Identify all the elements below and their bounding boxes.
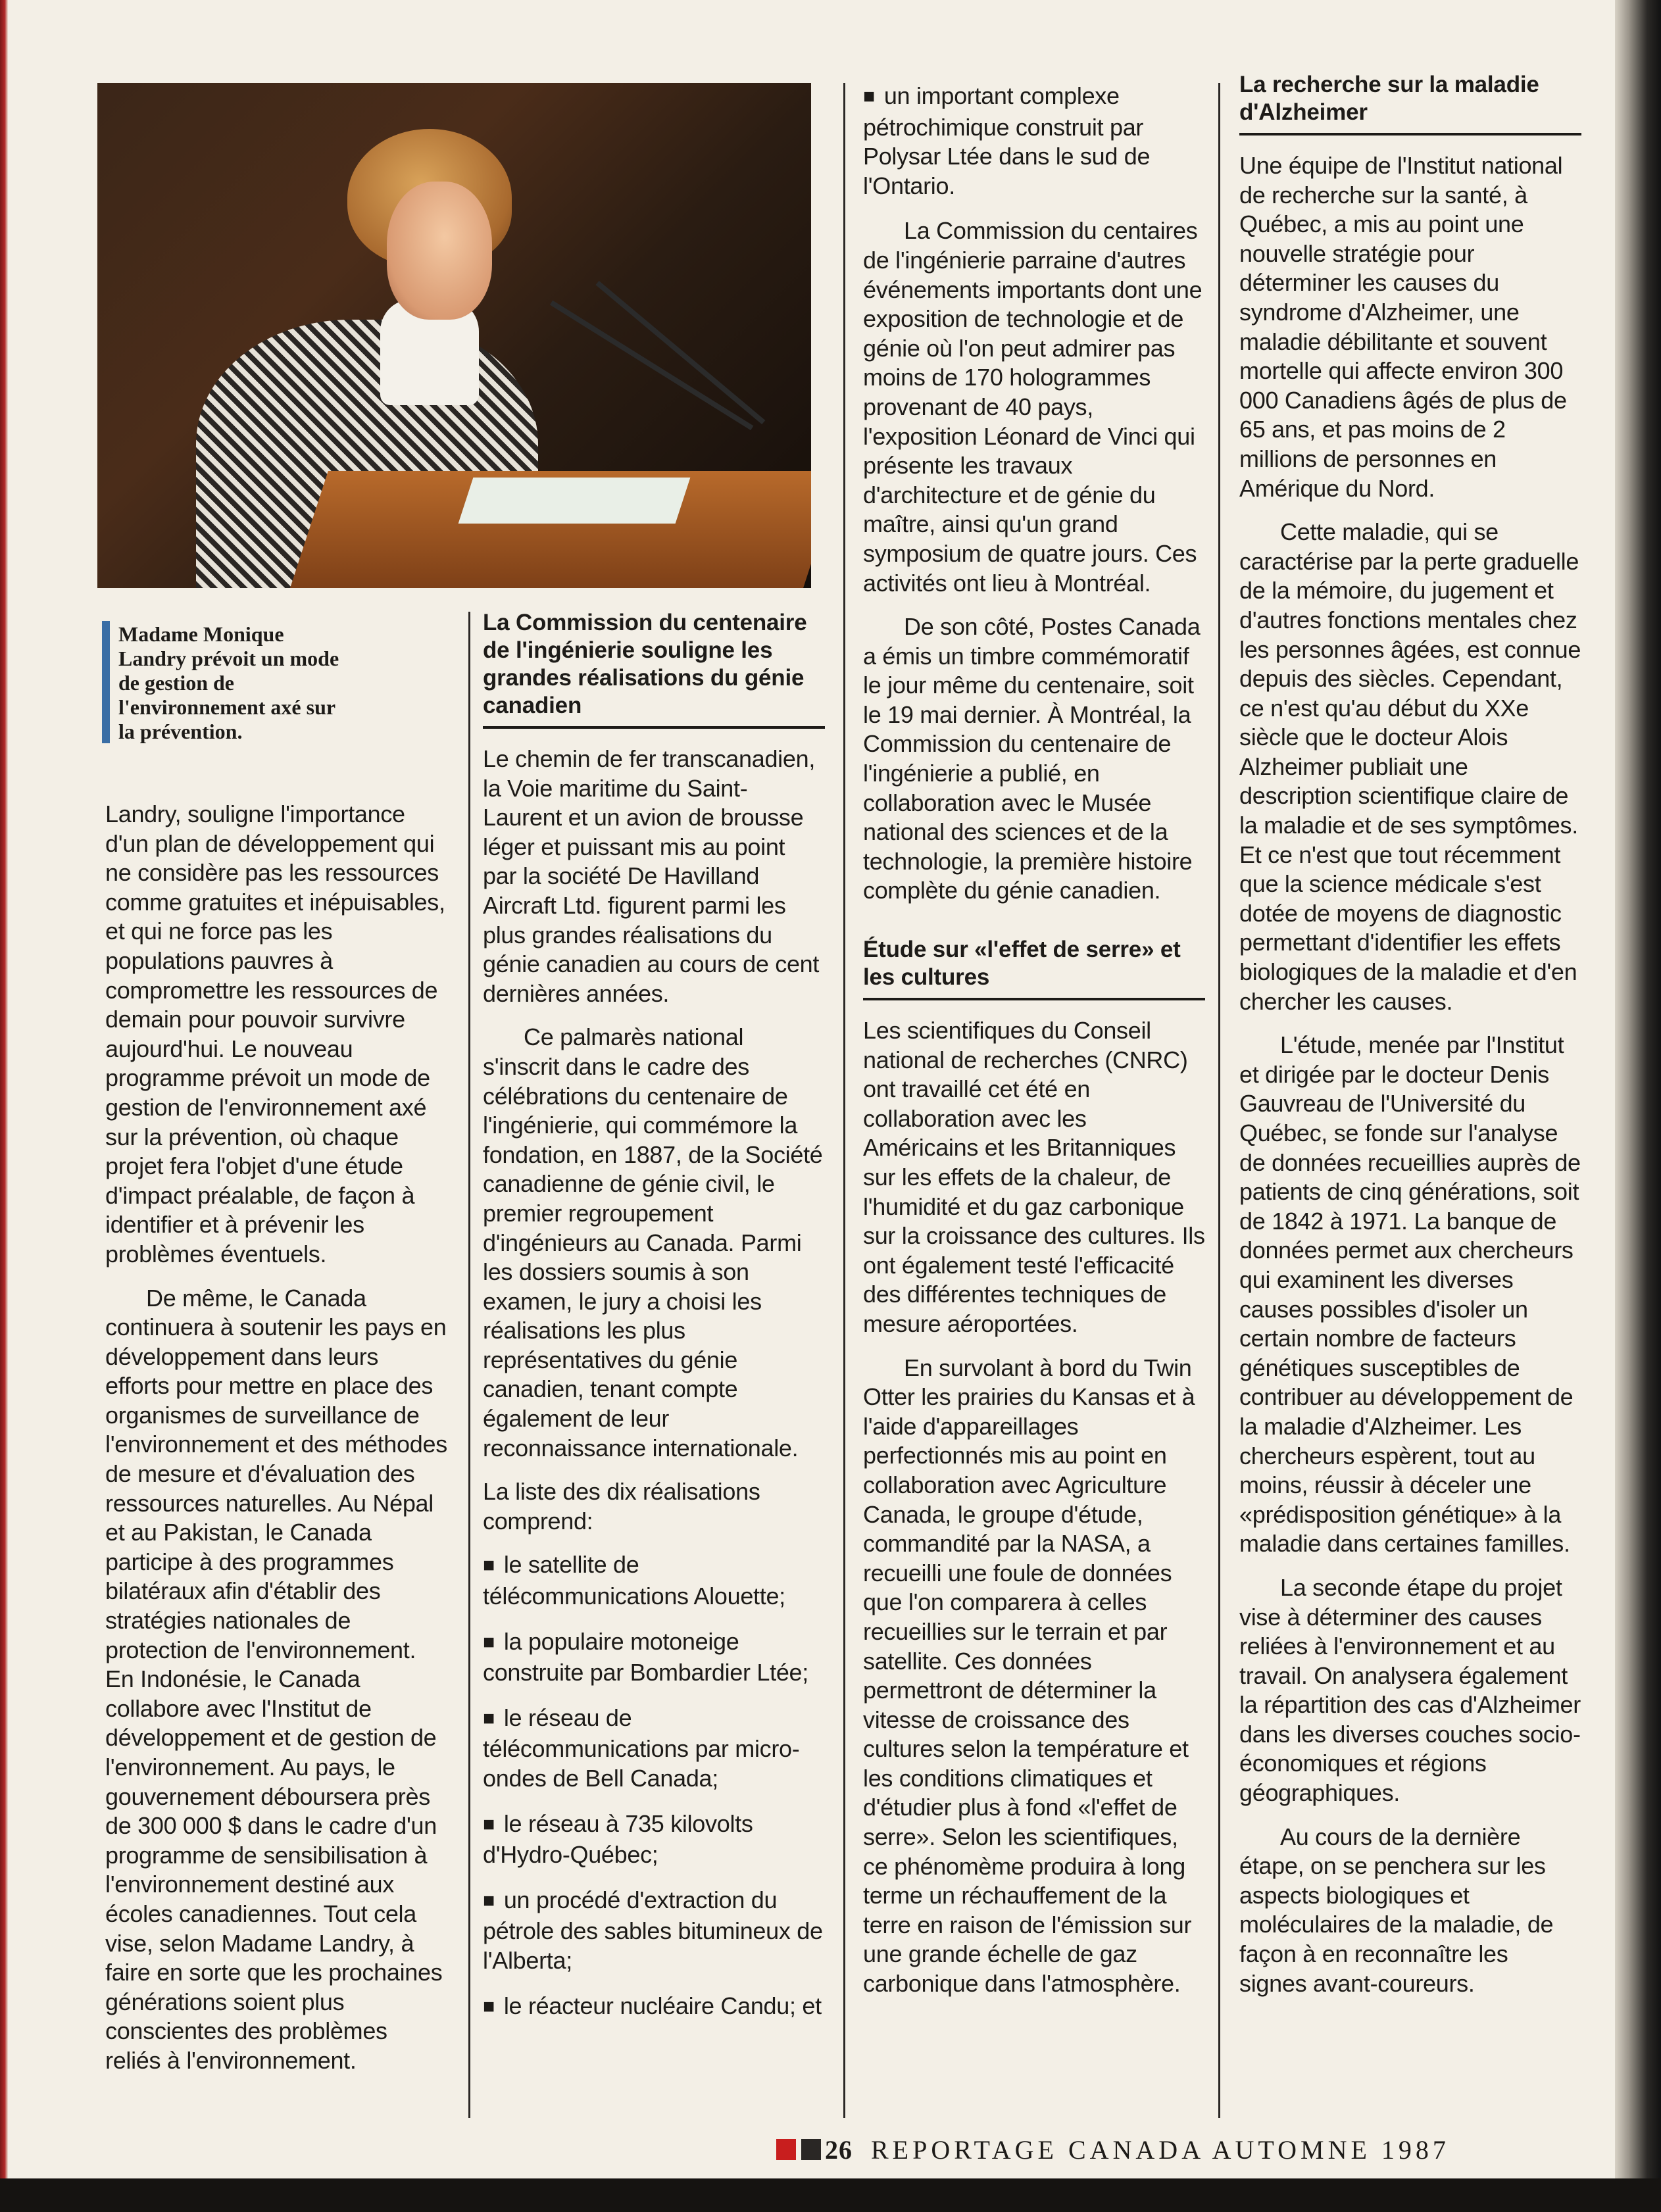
column-2 [483,609,825,2038]
col1-paragraph: De même, le Canada continuera à soutenir les pays en développement dans leurs efforts pour mettre en place des organismes de surveillance de l'environnement et des méthodes de mesure et d'évaluation des ressources naturelles. Au Népal et au Pakistan, le Canada participe à des programmes bilatéraux afin d'établir des stratégies nationales de protection de l'environnement. En Indonésie, le Canada collabore avec l'Institut de développement et de gestion de l'environnement. Au pays, le gouvernement déboursera près de 300 000 $ dans le cadre d'un programme de sensibilisation à l'environnement destiné aux écoles canadiennes. Tout cela vise, selon Madame Landry, à faire en sorte que les prochaines générations soient plus conscientes des problèmes reliés à l'environnement. [105,1284,447,2074]
page-left-edge [0,0,8,2212]
list-item: ■ le réacteur nucléaire Candu; et [483,1992,825,2023]
col3-paragraph: Les scientifiques du Conseil national de recherches (CNRC) ont travaillé cet été en collaboration avec les Américains et les Britanniques sur les effets de la chaleur, de l'humidité et du gaz carbonique sur la croissance des cultures. Ils ont également testé l'efficacité des différentes techniques de mesure aéroportées. [863,1017,1205,1337]
col4-paragraph: Au cours de la dernière étape, on se penchera sur les aspects biologiques et moléculaires de la maladie, de façon à en reconnaître les signes avant-coureurs. [1239,1823,1554,1997]
list-item: ■ le réseau de télécommunications par micro-ondes de Bell Canada; [483,1704,825,1794]
photo-face [387,182,492,320]
col3-paragraph: De son côté, Postes Canada a émis un timbre commémoratif le jour même du centenaire, soit le 19 mai dernier. À Montréal, la Commission du centenaire de l'ingénierie a publié, en collaboration avec le Musée national des sciences et de la technologie, la première histoire complète du génie canadien. [863,613,1201,904]
col2-paragraph: Le chemin de fer transcanadien, la Voie maritime du Saint-Laurent et un avion de brousse léger et puissant mis au point par la société De Havilland Aircraft Ltd. figurent parmi les plus grandes réalisations du génie canadien au cours de cent dernières années. [483,745,820,1007]
col3-heading-wrap [863,936,1205,1000]
col4-paragraph: L'étude, menée par l'Institut et dirigée par le docteur Denis Gauvreau de l'Université du Québec, se fonde sur l'analyse de données recueillies auprès de patients de cinq générations, soit de 1842 à 1971. La banque de données permet aux chercheurs qui examinent les diverses causes possibles d'isoler un certain nombre de facteurs génétiques susceptibles de contribuer au développement de la maladie d'Alzheimer. Les chercheurs espèrent, tout au moins, réussir à déceler une «prédisposition génétique» à la maladie dans certaines familles. [1239,1031,1581,1558]
col3-paragraph: En survolant à bord du Twin Otter les prairies du Kansas et à l'aide d'appareillages perfectionnés mis au point en collaboration avec Agriculture Canada, le groupe d'étude, commandité par la NASA, a recueilli une foule de données que l'on comparera à celles recueillies sur le terrain et par satellite. Ces données permettront de déterminer la vitesse de croissance des cultures selon la température et les conditions climatiques et d'étudier plus à fond «l'effet de serre». Selon les scientifiques, ce phénomème produira à long terme un réchauffement de la terre en raison de l'émission sur une grande échelle de gaz carbonique dans l'atmosphère. [863,1354,1195,1998]
page-footer [776,2130,1618,2169]
caption-accent-bar [102,621,110,743]
section-heading: Étude sur «l'effet de serre» et les cultures [863,936,1205,1000]
col4-paragraph: La seconde étape du projet vise à déterminer des causes reliées à l'environnement et au travail. On analysera également la répartition des cas d'Alzheimer dans les diverses couches socio-économiques et régions géographiques. [1239,1573,1581,1807]
col1-paragraph: Landry, souligne l'importance d'un plan de développement qui ne considère pas les ressources comme gratuites et inépuisables, et qui ne force pas les populations pauvres à compromettre les ressources de demain pour pouvoir survivre aujourd'hui. Le nouveau programme prévoit un mode de gestion de l'environnement axé sur la prévention, où chaque projet fera l'objet d'une étude d'impact préalable, de façon à identifier et à prévenir les problèmes éventuels. [105,800,445,1267]
page-number: 26 [825,2134,853,2165]
list-item: ■ un procédé d'extraction du pétrole des sables bitumineux de l'Alberta; [483,1886,825,1976]
col2-heading-wrap [483,609,825,729]
col2-paragraph: La liste des dix réalisations comprend: [483,1478,760,1535]
list-item: ■ la populaire motoneige construite par Bombardier Ltée; [483,1627,825,1688]
col4-paragraph: Cette maladie, qui se caractérise par la perte graduelle de la mémoire, du jugement et d'autres fonctions mentales chez les personnes âgées, est connue depuis des siècles. Cependant, ce n'est qu'au début du XXe siècle que le docteur Alois Alzheimer publiait une description scientifique claire de la maladie et de ses symptômes. Et ce n'est que tout récemment que la science médicale s'est dotée de moyens de diagnostic permettant d'identifier les effets biologiques de la maladie et d'en chercher les causes. [1239,518,1581,1015]
column-1 [105,800,447,2090]
footer-red-square [776,2139,796,2160]
photo-microphone [595,281,765,424]
section-heading: La recherche sur la maladie d'Alzheimer [1239,71,1581,135]
footer-dark-square [801,2139,821,2160]
column-3 [863,82,1205,2013]
col3-paragraph: La Commission du centaires de l'ingénierie parraine d'autres événements importants dont une exposition de technologie et de génie où l'on peut admirer pas moins de 170 hologrammes provenant de 40 pays, l'exposition Léonard de Vinci qui présente les travaux d'architecture et de génie du maître, ainsi qu'un grand symposium de quatre jours. Ces activités ont lieu à Montréal. [863,217,1202,597]
col4-heading-wrap [1239,71,1581,135]
list-item: ■ un important complexe pétrochimique construit par Polysar Ltée dans le sud de l'Ontario. [863,82,1205,201]
column-divider [1218,83,1220,2118]
photo-papers [459,478,691,524]
photo-microphone [550,301,754,431]
photo-caption: Madame Monique Landry prévoit un mode de gestion de l'environnement axé sur la prévention. [118,622,339,743]
page-bottom-edge [0,2178,1661,2212]
publication-title: REPORTAGE CANADA AUTOMNE 1987 [871,2134,1450,2165]
list-item: ■ le satellite de télécommunications Alouette; [483,1550,825,1611]
list-item: ■ le réseau à 735 kilovolts d'Hydro-Québec; [483,1809,825,1870]
col4-paragraph: Une équipe de l'Institut national de recherche sur la santé, à Québec, a mis au point une nouvelle stratégie pour déterminer les causes du syndrome d'Alzheimer, une maladie débilitante et souvent mortelle qui affecte environ 300 000 Canadiens âgés de plus de 65 ans, et pas moins de 2 millions de personnes en Amérique du Nord. [1239,152,1567,502]
page-right-edge [1615,0,1661,2212]
column-divider [843,83,845,2118]
column-divider [468,612,470,2118]
section-heading: La Commission du centenaire de l'ingénierie souligne les grandes réalisations du génie canadien [483,609,825,729]
col2-paragraph: Ce palmarès national s'inscrit dans le cadre des célébrations du centenaire de l'ingénierie, qui commémore la fondation, en 1887, de la Société canadienne de génie civil, le premier regroupement d'ingénieurs au Canada. Parmi les dossiers soumis à son examen, le jury a choisi les réalisations les plus représentatives du génie canadien, tenant compte également de leur reconnaissance internationale. [483,1023,823,1462]
column-4 [1239,71,1581,2013]
speaker-at-podium-photo [97,83,811,588]
